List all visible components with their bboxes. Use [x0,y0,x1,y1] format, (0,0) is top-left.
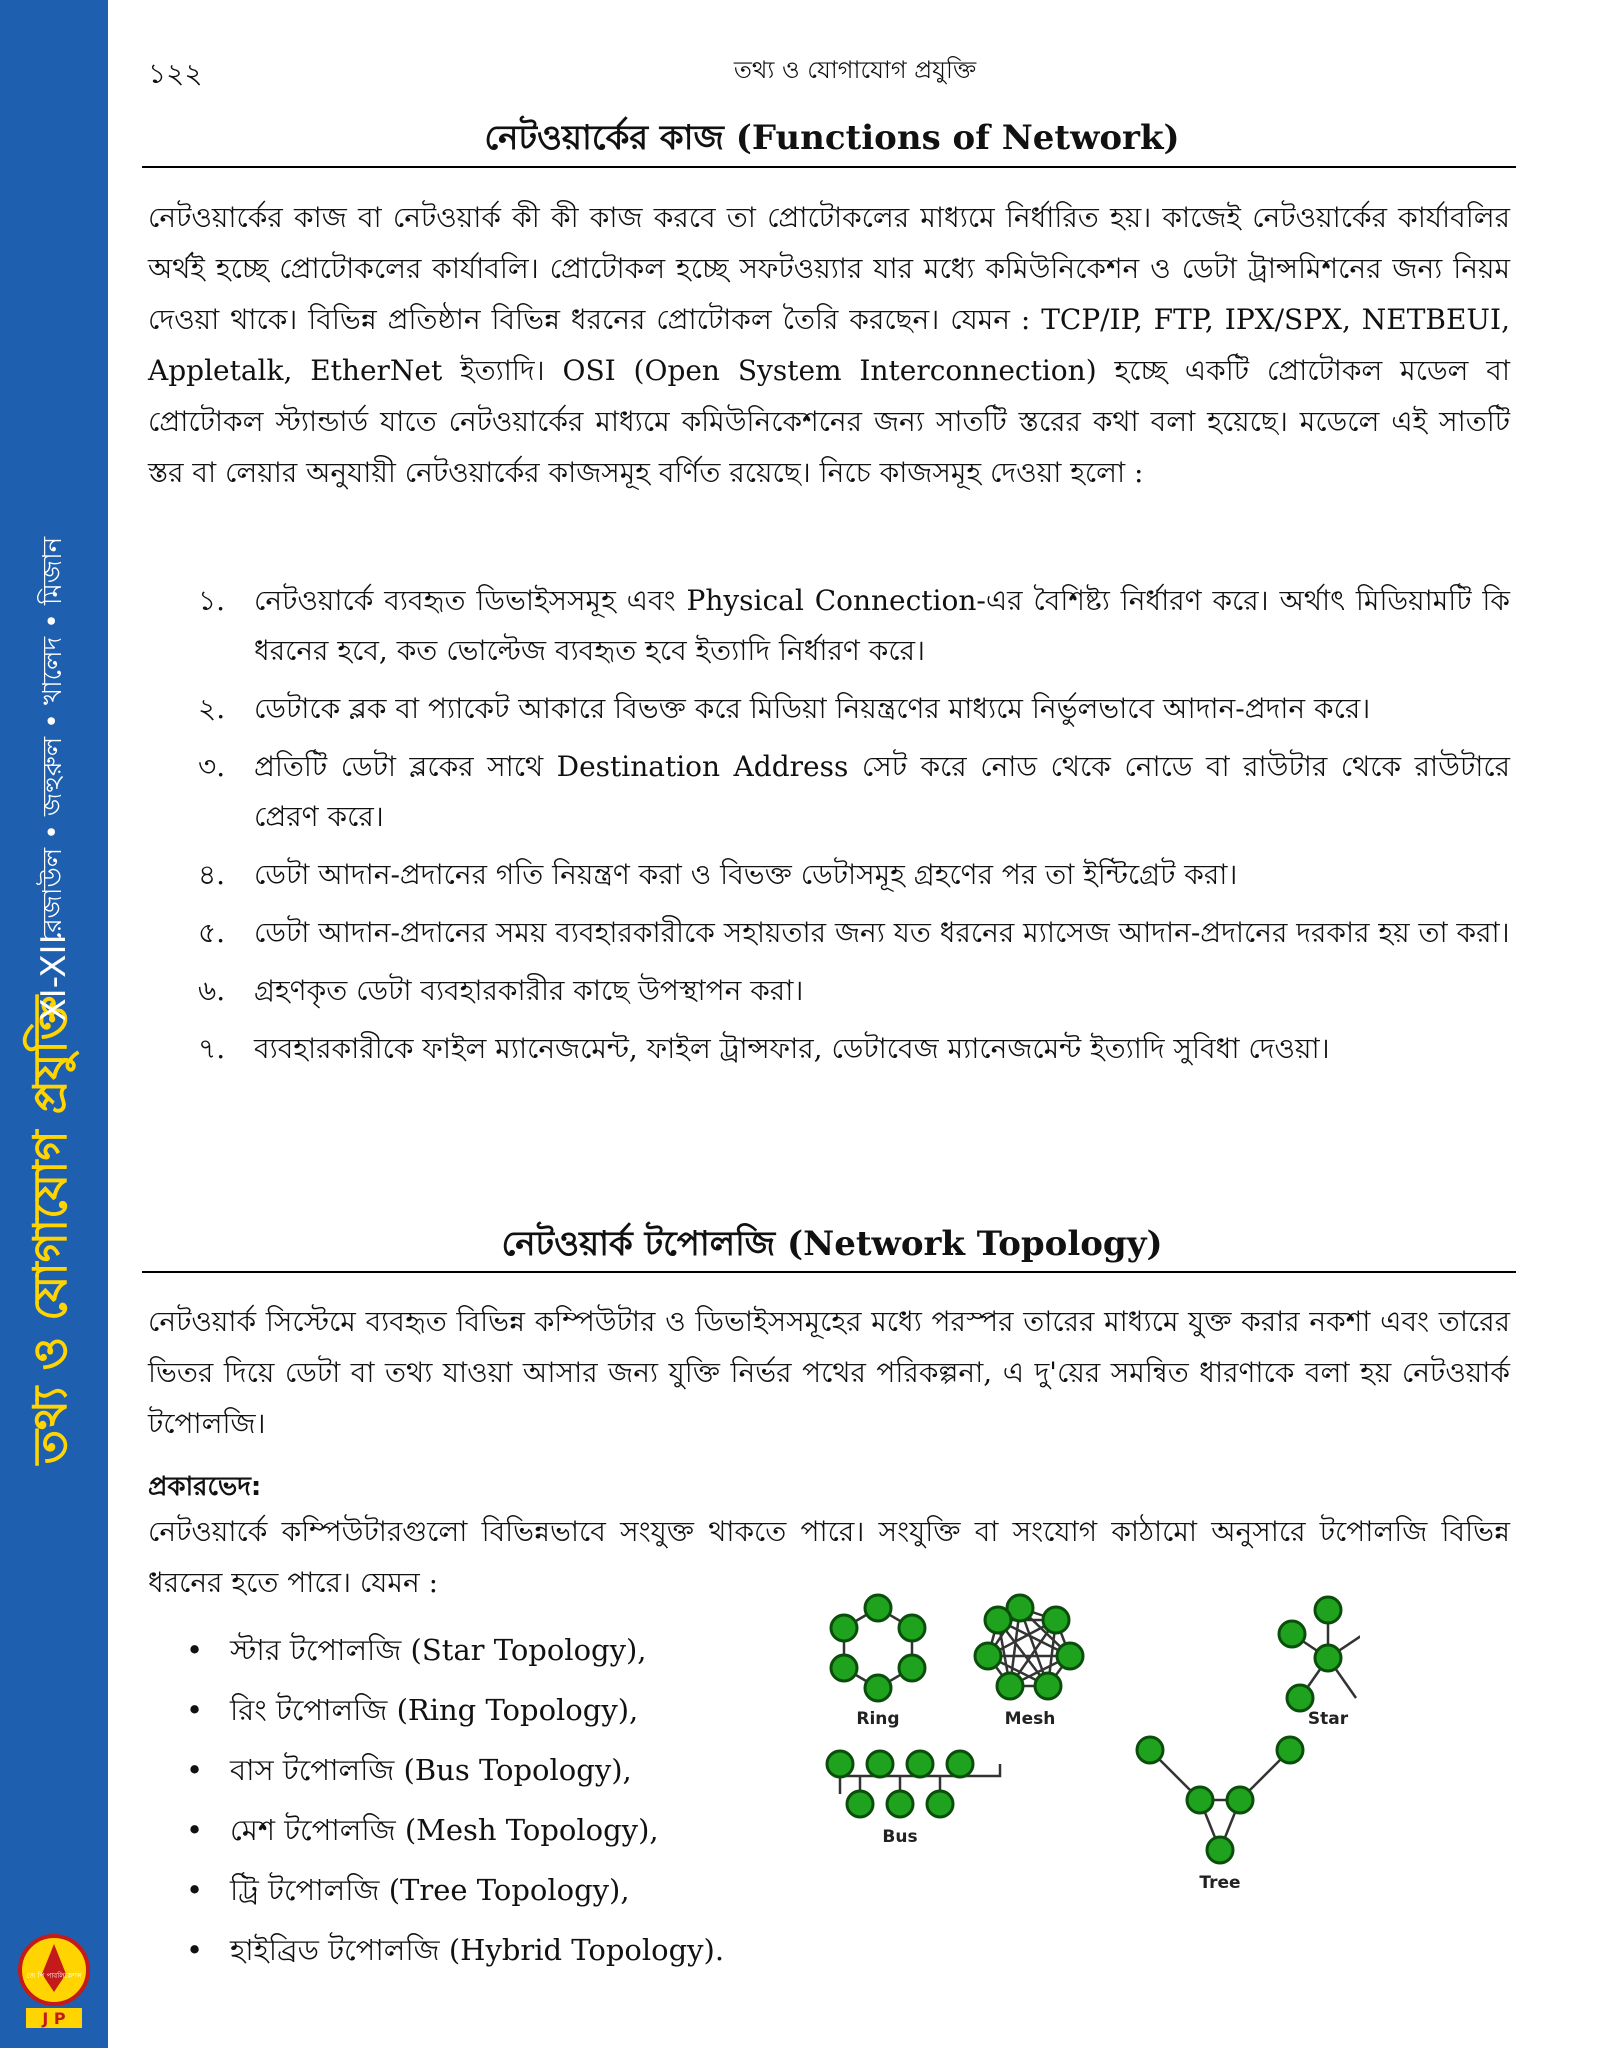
ring-node [899,1615,925,1641]
page-number: ১২২ [148,57,203,90]
sidebar-authors: রেজাউল • জহুরুল • খালেদ • মিজান [38,536,68,944]
ring-label: Ring [856,1709,900,1729]
bus-node [827,1751,853,1777]
list-item: ৩. প্রতিটি ডেটা ব্লকের সাথে Destination Address সেট করে নোড থেকে নোডে বা রাউটার থেকে রাউটারে প্রেরণ করে। [198,750,1510,833]
list-item: • বাস টপোলজি (Bus Topology), [186,1740,724,1800]
list-item: ৬. গ্রহণকৃত ডেটা ব্যবহারকারীর কাছে উপস্থাপন করা। [198,974,804,1007]
list-item: • ট্রি টপোলজি (Tree Topology), [186,1860,724,1920]
list-item: • হাইব্রিড টপোলজি (Hybrid Topology). [186,1920,724,1980]
tree-label: Tree [1199,1873,1241,1893]
section-heading-topology: নেটওয়ার্ক টপোলজি (Network Topology) [501,1224,1163,1264]
list-item: ১. নেটওয়ার্কে ব্যবহৃত ডিভাইসসমূহ এবং Physical Connection-এর বৈশিষ্ট্য নির্ধারণ করে। অর্থাৎ মিডিয়ামটি কি ধরনের হবে, কত ভোল্টেজ ব্যবহৃত হবে ইত্যাদি নির্ধারণ করে। [198,584,1510,667]
mesh-node [975,1643,1001,1669]
star-hub-node [1315,1645,1341,1671]
sidebar-book-title: তথ্য ও যোগাযোগ প্রযুক্তি [23,995,77,1465]
bus-node [847,1791,873,1817]
bus-label: Bus [882,1827,918,1847]
publisher-logo [14,1930,94,2030]
topology-diagram [820,1590,1360,1970]
types-intro: নেটওয়ার্কে কম্পিউটারগুলো বিভিন্নভাবে সংযুক্ত থাকতে পারে। সংযুক্তি বা সংযোগ কাঠামো অনুসারে টপোলজি বিভিন্ন ধরনের হতে পারে। যেমন : [148,1515,1510,1599]
list-item: ২. ডেটাকে ব্লক বা প্যাকেট আকারে বিভক্ত করে মিডিয়া নিয়ন্ত্রণের মাধ্যমে নির্ভুলভাবে আদান-প্রদান করে। [198,692,1371,725]
tree-node [1207,1837,1233,1863]
mesh-node [1035,1673,1061,1699]
topology-nodes [827,1595,1341,1863]
list-item: • স্টার টপোলজি (Star Topology), [186,1620,724,1680]
list-item: ৪. ডেটা আদান-প্রদানের গতি নিয়ন্ত্রণ করা ও বিভক্ত ডেটাসমূহ গ্রহণের পর তা ইন্টিগ্রেট করা। [198,858,1238,891]
sidebar-grade: XI-XII [34,934,74,1022]
logo-letters: J P [42,2009,66,2028]
section-heading-functions: নেটওয়ার্কের কাজ (Functions of Network) [484,118,1180,158]
bus-node [887,1791,913,1817]
running-header: তথ্য ও যোগাযোগ প্রযুক্তি [733,56,977,84]
list-item: ৭. ব্যবহারকারীকে ফাইল ম্যানেজমেন্ট, ফাইল ট্রান্সফার, ডেটাবেজ ম্যানেজমেন্ট ইত্যাদি সুবিধা দেওয়া। [198,1032,1330,1065]
ring-node [831,1615,857,1641]
tree-node [1187,1787,1213,1813]
functions-paragraph: নেটওয়ার্কের কাজ বা নেটওয়ার্ক কী কী কাজ করবে তা প্রোটোকলের মাধ্যমে নির্ধারিত হয়। কাজেই নেটওয়ার্কের কার্যাবলির অর্থই হচ্ছে প্রোটোকলের কার্যাবলি। প্রোটোকল হচ্ছে সফটওয়্যার যার মধ্যে কমিউনিকেশন ও ডেটা ট্রান্সমিশনের জন্য নিয়ম দেওয়া থাকে। বিভিন্ন প্রতিষ্ঠান বিভিন্ন ধরনের প্রোটোকল তৈরি করছেন। যেমন : TCP/IP, FTP, IPX/SPX, NETBEUI, Appletalk, EtherNet ইত্যাদি। OSI (Open System Interconnection) হচ্ছে একটি প্রোটোকল মডেল বা প্রোটোকল স্ট্যান্ডার্ড যাতে নেটওয়ার্কের মাধ্যমে কমিউনিকেশনের জন্য সাতটি স্তরের কথা বলা হয়েছে। মডেলে এই সাতটি স্তর বা লেয়ার অনুযায়ী নেটওয়ার্কের কাজসমূহ বর্ণিত রয়েছে। নিচে কাজসমূহ দেওয়া হলো : [148,201,1510,489]
ring-node [865,1675,891,1701]
topology-types-list [186,1620,724,1980]
star-node [1279,1621,1305,1647]
mesh-node [985,1607,1011,1633]
types-subheading: প্রকারভেদ: [148,1472,262,1502]
ring-node [865,1595,891,1621]
bus-node [927,1791,953,1817]
sidebar [0,0,108,2048]
functions-list [198,576,1510,1082]
bus-node [867,1751,893,1777]
heading-rule [142,1271,1516,1273]
mesh-node [1043,1607,1069,1633]
logo-text: জে পি পাবলিকেশন্স [26,1972,82,1980]
heading-rule [142,166,1516,168]
mesh-node [997,1673,1023,1699]
tree-node [1277,1737,1303,1763]
star-node [1315,1597,1341,1623]
tree-node [1137,1737,1163,1763]
mesh-node [1057,1643,1083,1669]
bus-node [947,1751,973,1777]
list-item: • রিং টপোলজি (Ring Topology), [186,1680,724,1740]
bus-node [907,1751,933,1777]
star-label: Star [1307,1709,1349,1729]
list-item: • মেশ টপোলজি (Mesh Topology), [186,1800,724,1860]
list-item: ৫. ডেটা আদান-প্রদানের সময় ব্যবহারকারীকে সহায়তার জন্য যত ধরনের ম্যাসেজ আদান-প্রদানের দরকার হয় তা করা। [198,916,1510,949]
topology-paragraph: নেটওয়ার্ক সিস্টেমে ব্যবহৃত বিভিন্ন কম্পিউটার ও ডিভাইসসমূহের মধ্যে পরস্পর তারের মাধ্যমে যুক্ত করার নকশা এবং তারের ভিতর দিয়ে ডেটা বা তথ্য যাওয়া আসার জন্য যুক্তি নির্ভর পথের পরিকল্পনা, এ দু'য়ের সমন্বিত ধারণাকে বলা হয় নেটওয়ার্ক টপোলজি। [148,1305,1510,1440]
ring-node [831,1655,857,1681]
star-node [1287,1685,1313,1711]
tree-node [1227,1787,1253,1813]
mesh-label: Mesh [1004,1709,1056,1729]
ring-node [899,1655,925,1681]
